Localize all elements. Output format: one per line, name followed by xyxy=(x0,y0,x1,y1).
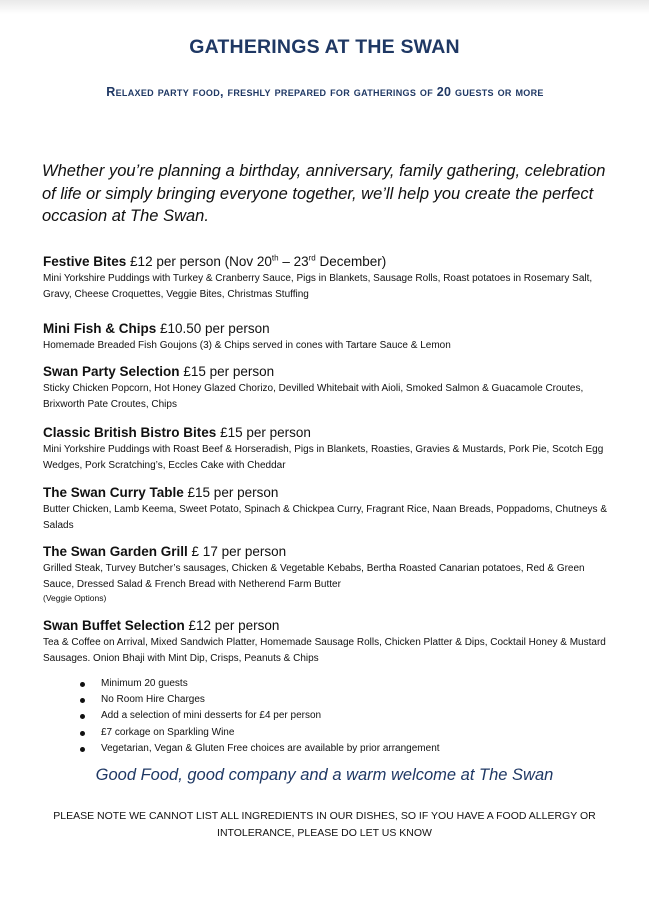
menu-section-buffet-selection xyxy=(43,617,613,666)
section-price: £12 per person xyxy=(184,618,280,633)
date-suffix: th xyxy=(271,253,279,263)
section-name: The Swan Curry Table xyxy=(43,485,184,500)
bullet-dot-icon xyxy=(80,747,85,752)
date-suffix: rd xyxy=(308,253,316,263)
bullet-text: Minimum 20 guests xyxy=(101,678,188,689)
section-price: £ 17 per person xyxy=(187,544,287,559)
tagline: Good Food, good company and a warm welcome at The Swan xyxy=(95,766,554,784)
section-items: Homemade Breaded Fish Goujons (3) & Chips served in cones with Tartare Sauce & Lemon xyxy=(43,340,451,351)
bullet-dot-icon xyxy=(80,698,85,703)
section-name: The Swan Garden Grill xyxy=(43,544,188,559)
section-price-mid: – 23 xyxy=(278,254,309,269)
section-price-end: December) xyxy=(315,254,387,269)
menu-section-festive-bites xyxy=(43,253,613,302)
bullet-dot-icon xyxy=(80,731,85,736)
list-item xyxy=(75,708,615,724)
bullet-text: £7 corkage on Sparkling Wine xyxy=(101,726,235,738)
menu-section-party-selection xyxy=(43,363,613,412)
info-bullet-list xyxy=(75,676,615,757)
bullet-dot-icon xyxy=(80,714,85,719)
menu-section-fish-chips xyxy=(43,320,613,354)
section-heading xyxy=(43,484,613,502)
section-name: Festive Bites xyxy=(43,254,127,269)
menu-section-curry-table xyxy=(43,484,613,533)
menu-section-bistro-bites xyxy=(43,424,613,473)
list-item xyxy=(75,741,615,757)
section-items: Grilled Steak, Turvey Butcher’s sausages, Chicken & Vegetable Kebabs, Bertha Roasted Canarian potatoes, Red & Green Sauce, Dressed Salad & French Bread with Netherend Farm Butter xyxy=(43,563,585,590)
bullet-dot-icon xyxy=(80,682,85,687)
section-heading xyxy=(43,617,613,635)
section-price: £10.50 per person xyxy=(156,321,270,336)
page-title: GATHERINGS AT THE SWAN xyxy=(189,36,460,58)
section-heading xyxy=(43,424,613,442)
section-heading xyxy=(43,543,613,561)
section-heading xyxy=(43,320,613,338)
section-price: £12 per person (Nov 20 xyxy=(126,254,272,269)
page-subtitle: Relaxed party food, freshly prepared for gatherings of 20 guests or more xyxy=(106,85,544,99)
section-name: Mini Fish & Chips xyxy=(43,321,157,336)
section-items: Butter Chicken, Lamb Keema, Sweet Potato, Spinach & Chickpea Curry, Fragrant Rice, Naan Breads, Poppadoms, Chutneys & Salads xyxy=(43,504,607,531)
section-name: Classic British Bistro Bites xyxy=(43,425,217,440)
intro-paragraph: Whether you’re planning a birthday, anniversary, family gathering, celebration of life or simply bringing everyone together, we’ll help you create the perfect occasion at The Swan. xyxy=(42,162,606,225)
allergy-notice: PLEASE NOTE WE CANNOT LIST ALL INGREDIENTS IN OUR DISHES, SO IF YOU HAVE A FOOD ALLERGY OR INTOLERANCE, PLEASE DO LET US KNOW xyxy=(53,810,596,839)
bullet-text: No Room Hire Charges xyxy=(101,694,205,706)
list-item xyxy=(75,692,615,708)
section-name: Swan Party Selection xyxy=(43,364,180,379)
section-items: Mini Yorkshire Puddings with Turkey & Cranberry Sauce, Pigs in Blankets, Sausage Rolls, Roast potatoes in Rosemary Salt, Gravy, Cheese Croquettes, Veggie Bites, Christmas Stuffing xyxy=(43,273,593,300)
section-name: Swan Buffet Selection xyxy=(43,618,185,633)
list-item xyxy=(75,676,615,692)
section-items: Sticky Chicken Popcorn, Hot Honey Glazed Chorizo, Devilled Whitebait with Aioli, Smoked Salmon & Guacamole Croutes, Brixworth Pate Croutes, Chips xyxy=(43,383,584,410)
list-item xyxy=(75,725,615,741)
section-price: £15 per person xyxy=(216,425,311,440)
bullet-text: Add a selection of mini desserts for £4 per person xyxy=(101,710,322,722)
menu-section-garden-grill xyxy=(43,543,613,605)
section-price: £15 per person xyxy=(183,485,279,500)
section-heading xyxy=(43,253,613,271)
section-items: Tea & Coffee on Arrival, Mixed Sandwich Platter, Homemade Sausage Rolls, Chicken Platter & Dips, Cocktail Honey & Mustard Sausages. Onion Bhaji with Mint Dip, Crisps, Peanuts & Chips xyxy=(43,637,606,664)
bullet-text: Vegetarian, Vegan & Gluten Free choices are available by prior arrangement xyxy=(101,742,440,754)
section-heading xyxy=(43,363,613,381)
section-note: (Veggie Options) xyxy=(43,593,107,603)
section-price: £15 per person xyxy=(179,364,275,379)
page-top-edge xyxy=(0,0,649,14)
section-items: Mini Yorkshire Puddings with Roast Beef & Horseradish, Pigs in Blankets, Roasties, Gravies & Mustards, Pork Pie, Scotch Egg Wedges, Pork Scratching’s, Eccles Cake with Cheddar xyxy=(43,444,604,471)
